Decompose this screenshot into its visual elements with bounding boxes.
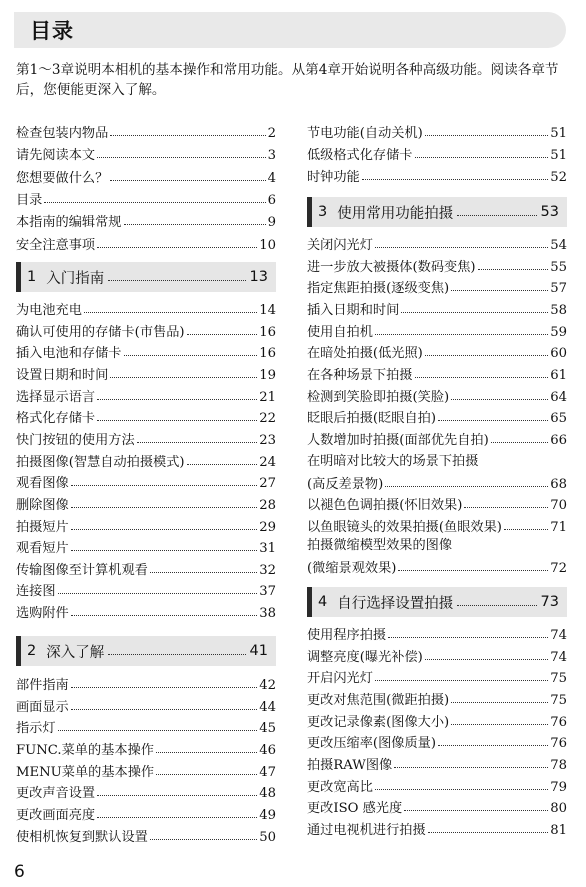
toc-entry[interactable] [16,558,276,578]
toc-entry-page: 76 [550,736,567,752]
dot-leader [97,817,257,818]
dot-leader [504,529,548,530]
dot-leader [187,464,258,465]
toc-entry-label: 请先阅读本文 [16,148,96,164]
toc-entry-page: 28 [259,497,276,513]
chapter-page: 73 [540,594,559,610]
toc-entry-label: 设置日期和时间 [16,367,109,383]
toc-entry-label: 传输图像至计算机观看 [16,562,148,578]
chapter-header[interactable] [16,636,276,666]
toc-entry[interactable] [16,166,276,186]
toc-entry-label: 格式化存储卡 [16,411,96,427]
chapter-marker [16,636,21,666]
chapter-title: 深入了解 [46,644,105,661]
toc-entry-page: 2 [267,126,276,141]
toc-entry[interactable] [307,493,567,513]
dot-leader [156,752,257,753]
toc-entry-page: 4 [267,170,276,186]
dot-leader [398,570,548,571]
dot-leader [457,203,536,216]
dot-leader [124,224,266,225]
dot-leader [425,135,548,136]
toc-entry-label: 以鱼眼镜头的效果拍摄(鱼眼效果) [307,519,502,535]
toc-entry-page: 45 [259,721,276,737]
toc-entry[interactable] [16,428,276,448]
dot-leader [451,724,548,725]
toc-entry-page: 78 [550,757,567,773]
dot-leader [385,486,548,487]
toc-entry-page: 19 [259,367,276,383]
toc-entry-label: 拍摄短片 [16,519,69,535]
toc-entry-page: 51 [550,126,567,141]
toc-entry[interactable] [16,450,276,470]
toc-entry-line2 [307,472,567,492]
dot-leader [58,593,258,594]
chapter-marker [307,197,312,227]
dot-leader [108,268,245,281]
toc-entry-page: 79 [550,779,567,795]
toc-entry-page: 3 [267,148,276,164]
toc-entry[interactable] [307,320,567,340]
dot-leader [404,810,548,811]
toc-entry-label: 检测到笑脸即拍摄(笑脸) [307,389,450,405]
dot-leader [478,269,549,270]
toc-entry-label: 进一步放大被摄体(数码变焦) [307,259,476,275]
toc-entry-page: 74 [550,628,567,643]
toc-entry[interactable] [16,760,276,780]
intro-paragraph: 第1～3章说明本相机的基本操作和常用功能。从第4章开始说明各种高级功能。阅读各章节后，您便能更深入了解。 [16,62,559,98]
toc-entry-label: 通过电视机进行拍摄 [307,822,426,838]
dot-leader [362,179,548,180]
dot-leader [415,377,549,378]
toc-entry[interactable] [307,452,567,492]
toc-entry-page: 31 [259,541,276,557]
toc-entry[interactable] [16,673,276,693]
dot-leader [457,593,536,606]
toc-entry-line2 [307,556,567,576]
toc-entry-label: 眨眼后拍摄(眨眼自拍) [307,411,436,427]
dot-leader [71,485,257,486]
toc-entry-page: 48 [259,786,276,802]
toc-entry[interactable] [16,121,276,141]
chapter-title: 自行选择设置拍摄 [337,595,454,612]
chapter-number: 4 [318,594,328,610]
toc-entry-page: 51 [550,148,567,163]
toc-entry[interactable] [307,515,567,535]
dot-leader [71,687,257,688]
dot-leader [451,702,548,703]
chapter-number: 3 [318,204,328,220]
dot-leader [58,730,258,731]
toc-entry-page: 46 [259,742,276,758]
toc-entry[interactable] [16,341,276,361]
dot-leader [71,550,257,551]
toc-entry[interactable] [307,143,567,163]
toc-entry[interactable] [307,276,567,296]
toc-entry-label: 人数增加时拍摄(面部优先自拍) [307,432,489,448]
toc-entry[interactable] [16,320,276,340]
toc-entry-label: 检查包装内物品 [16,126,109,141]
toc-entry[interactable] [16,825,276,845]
toc-entry[interactable] [307,688,567,708]
toc-entry[interactable] [16,233,276,253]
page-number: 6 [14,862,25,882]
dot-leader [425,355,548,356]
toc-entry[interactable] [307,623,567,643]
toc-entry-label: 开启闪光灯 [307,671,373,687]
toc-entry-label: 确认可使用的存储卡(市售品) [16,324,185,340]
toc-entry[interactable] [16,515,276,535]
toc-entry-label: 更改宽高比 [307,779,373,795]
dot-leader [137,442,258,443]
chapter-number: 1 [27,269,37,285]
toc-entry-page: 81 [550,822,567,838]
toc-entry-page: 22 [259,411,276,427]
title-bar [14,12,566,48]
dot-leader [44,202,265,203]
dot-leader [150,572,257,573]
dot-leader [97,795,257,796]
toc-entry[interactable] [307,255,567,275]
dot-leader [451,290,548,291]
toc-entry-page: 52 [550,170,567,185]
toc-entry-label: MENU菜单的基本操作 [16,764,155,780]
toc-entry[interactable] [307,818,567,838]
dot-leader [425,659,548,660]
dot-leader [97,157,265,158]
toc-entry-label: FUNC.菜单的基本操作 [16,742,154,758]
toc-entry-page: 29 [259,519,276,535]
toc-entry-page: 16 [259,324,276,340]
dot-leader [71,615,257,616]
toc-entry-label: 部件指南 [16,678,69,693]
dot-leader [108,642,245,655]
toc-entry-page: 24 [259,454,276,470]
toc-entry-label: 使相机恢复到默认设置 [16,829,148,845]
toc-entry[interactable] [307,298,567,318]
toc-entry-label: 观看短片 [16,541,69,557]
toc-entry-page: 42 [259,678,276,693]
toc-entry-label: 为电池充电 [16,303,82,318]
toc-entry-label: 您想要做什么？ [16,170,109,186]
toc-entry-page: 80 [550,801,567,817]
dot-leader [97,420,257,421]
dot-leader [388,637,548,638]
toc-entry[interactable] [16,143,276,163]
dot-leader [375,334,548,335]
toc-entry[interactable] [307,775,567,795]
toc-entry-label: 插入电池和存储卡 [16,346,122,362]
toc-entry-label: 删除图像 [16,497,69,513]
toc-entry-page: 49 [259,807,276,823]
toc-entry[interactable] [16,210,276,230]
dot-leader [84,312,257,313]
toc-entry-page: 71 [550,519,567,535]
dot-leader [451,399,548,400]
chapter-title: 使用常用功能拍摄 [337,205,454,222]
toc-entry[interactable] [307,645,567,665]
toc-entry-label: 低级格式化存储卡 [307,148,413,163]
toc-entry[interactable] [16,298,276,318]
dot-leader [97,247,257,248]
toc-entry-label: 拍摄RAW图像 [307,757,393,773]
toc-entry-label: 拍摄图像(智慧自动拍摄模式) [16,454,185,470]
toc-entry-page: 66 [550,432,567,448]
toc-entry-label-cont: (高反差景物) [307,477,384,492]
toc-entry-page: 74 [550,649,567,665]
dot-leader [375,247,548,248]
toc-entry[interactable] [307,666,567,686]
toc-entry-page: 10 [259,237,276,253]
chapter-page: 13 [249,269,268,285]
toc-entry-label: 目录 [16,192,43,208]
toc-entry[interactable] [307,165,567,185]
dot-leader [394,767,548,768]
toc-entry-page: 50 [259,829,276,845]
toc-entry-label: 更改声音设置 [16,786,96,802]
toc-entry-label: 更改画面亮度 [16,807,96,823]
dot-leader [438,420,548,421]
toc-entry-label: 拍摄微缩模型效果的图像 [307,538,453,553]
toc-entry[interactable] [307,710,567,730]
toc-entry-page: 57 [550,281,567,297]
toc-entry[interactable] [307,428,567,448]
dot-leader [401,312,548,313]
toc-entry-page: 6 [267,192,276,208]
toc-entry-page: 59 [550,324,567,340]
dot-leader [464,507,548,508]
toc-entry[interactable] [16,601,276,621]
toc-entry-label: 更改ISO 感光度 [307,801,403,817]
toc-entry[interactable] [307,406,567,426]
toc-entry-label: 使用程序拍摄 [307,628,387,643]
toc-entry[interactable] [307,121,567,141]
toc-entry-label: 安全注意事项 [16,237,96,253]
dot-leader [415,157,549,158]
dot-leader [375,789,548,790]
toc-entry-page: 70 [550,498,567,513]
toc-entry[interactable] [16,579,276,599]
dot-leader [375,680,548,681]
toc-entry[interactable] [307,731,567,751]
toc-entry-label: 指定焦距拍摄(逐级变焦) [307,281,450,297]
toc-entry-label: 选购附件 [16,606,69,622]
chapter-marker [307,587,312,617]
toc-entry-label-cont: (微缩景观效果) [307,561,397,576]
toc-entry-page: 14 [259,303,276,318]
toc-entry-page: 9 [267,215,276,231]
chapter-title: 入门指南 [46,270,105,287]
dot-leader [156,774,257,775]
dot-leader [71,709,257,710]
toc-entry-page: 54 [550,238,567,253]
toc-entry[interactable] [16,385,276,405]
toc-entry-label: 调整亮度(曝光补偿) [307,649,423,665]
dot-leader [150,839,257,840]
toc-entry-label: 在明暗对比较大的场景下拍摄 [307,454,479,469]
toc-entry-page: 75 [550,692,567,708]
toc-entry-page: 27 [259,476,276,492]
toc-entry[interactable] [16,781,276,801]
toc-entry-label: 更改压缩率(图像质量) [307,736,436,752]
toc-entry-label: 指示灯 [16,721,56,737]
chapter-page: 53 [540,204,559,220]
page-title: 目录 [30,19,74,43]
toc-entry-page: 16 [259,346,276,362]
toc-entry-page: 72 [550,561,567,576]
toc-entry-page: 76 [550,714,567,730]
toc-entry-page: 68 [550,477,567,492]
toc-entry[interactable] [16,493,276,513]
dot-leader [71,529,257,530]
toc-entry-page: 32 [259,562,276,578]
toc-entry-page: 21 [259,389,276,405]
dot-leader [438,745,548,746]
toc-entry-label: 画面显示 [16,699,69,715]
toc-entry[interactable] [16,188,276,208]
dot-leader [110,135,265,136]
dot-leader [124,355,258,356]
toc-entry-page: 75 [550,671,567,687]
toc-entry-page: 38 [259,606,276,622]
toc-entry-label: 时钟功能 [307,170,360,185]
toc-entry-label: 观看图像 [16,476,69,492]
toc-entry-label: 本指南的编辑常规 [16,215,122,231]
toc-entry-label: 快门按钮的使用方法 [16,432,135,448]
toc-entry-label: 关闭闪光灯 [307,238,373,253]
toc-entry[interactable] [16,803,276,823]
toc-entry-label: 更改对焦范围(微距拍摄) [307,692,450,708]
toc-entry-label: 节电功能(自动关机) [307,126,423,141]
toc-entry-page: 47 [259,764,276,780]
toc-entry-label: 插入日期和时间 [307,302,400,318]
toc-entry-page: 44 [259,699,276,715]
toc-entry[interactable] [307,796,567,816]
dot-leader [110,377,257,378]
toc-entry[interactable] [307,753,567,773]
toc-entry-label: 在暗处拍摄(低光照) [307,346,423,362]
toc-entry[interactable] [307,341,567,361]
toc-entry[interactable] [307,536,567,576]
chapter-header[interactable] [307,197,567,227]
chapter-marker [16,262,21,292]
toc-entry-label: 选择显示语言 [16,389,96,405]
toc-entry-page: 61 [550,367,567,383]
dot-leader [491,442,548,443]
chapter-header[interactable] [307,587,567,617]
toc-entry-page: 64 [550,389,567,405]
toc-entry-page: 58 [550,302,567,318]
dot-leader [428,832,549,833]
dot-leader [187,334,258,335]
toc-entry[interactable] [16,738,276,758]
toc-entry[interactable] [16,471,276,491]
dot-leader [110,180,265,181]
chapter-number: 2 [27,643,37,659]
toc-entry[interactable] [307,233,567,253]
toc-entry[interactable] [307,385,567,405]
toc-entry[interactable] [16,536,276,556]
dot-leader [97,399,257,400]
dot-leader [71,507,257,508]
toc-entry-label: 在各种场景下拍摄 [307,367,413,383]
toc-entry[interactable] [16,716,276,736]
toc-entry-page: 37 [259,584,276,600]
toc-entry[interactable] [16,406,276,426]
toc-entry-label: 以褪色色调拍摄(怀旧效果) [307,498,463,513]
toc-entry-page: 55 [550,259,567,275]
chapter-page: 41 [249,643,268,659]
toc-entry-page: 60 [550,346,567,362]
toc-entry-label: 连接图 [16,584,56,600]
toc-entry[interactable] [16,363,276,383]
toc-entry-label: 使用自拍机 [307,324,373,340]
toc-entry-page: 23 [259,432,276,448]
toc-entry-label: 更改记录像素(图像大小) [307,714,450,730]
toc-entry-page: 65 [550,411,567,427]
chapter-header[interactable] [16,262,276,292]
toc-entry[interactable] [307,363,567,383]
toc-entry[interactable] [16,695,276,715]
